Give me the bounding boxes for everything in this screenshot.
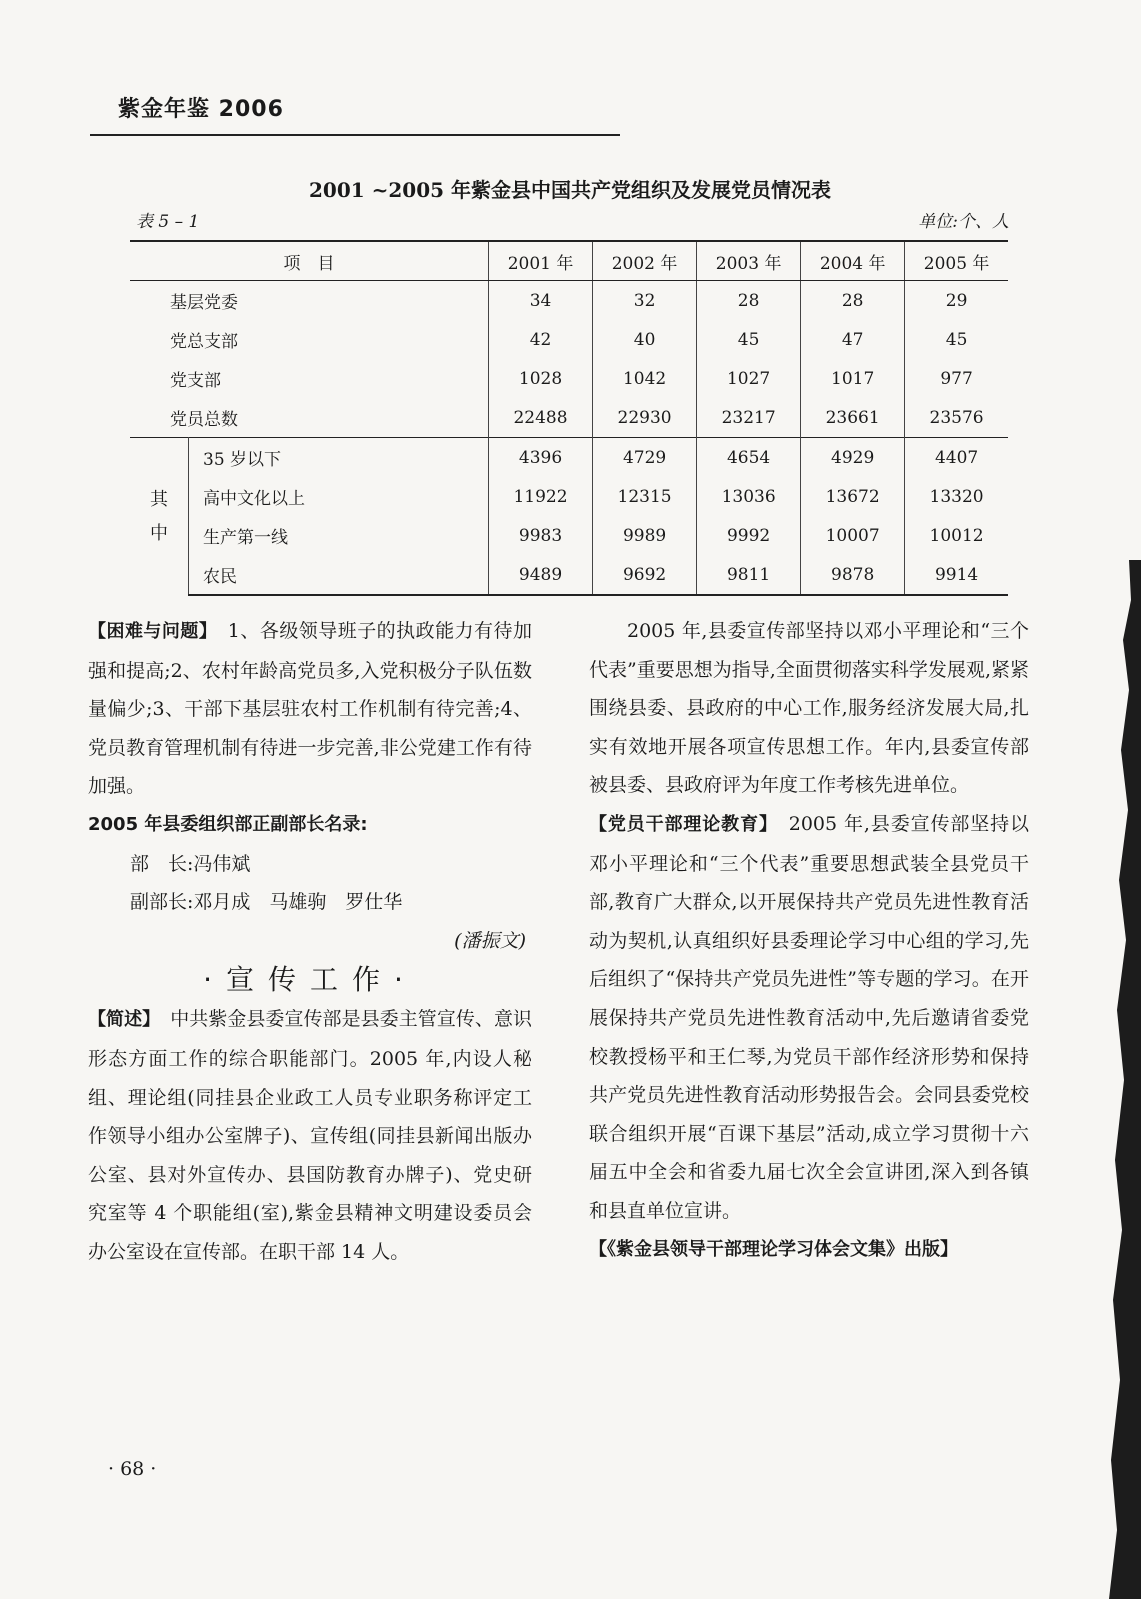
table-cell: 13036 [697, 477, 801, 516]
table-cell: 45 [945, 329, 968, 350]
table-cell: 4407 [905, 438, 1008, 478]
header-rule [90, 134, 620, 136]
running-header: 紫金年鉴 2006 [118, 97, 284, 122]
table-cell: 4929 [801, 438, 905, 478]
table-cell: 4396 [489, 438, 593, 478]
row-label: 农民 [189, 555, 489, 595]
roster-title: 2005 年县委组织部正副部长名录: [88, 813, 368, 835]
table-cell: 9811 [697, 555, 801, 595]
table-cell: 10012 [929, 525, 984, 546]
table-row [130, 398, 1008, 438]
section-title: ·宣传工作· [203, 963, 417, 997]
group-label-text: 其 中 [150, 488, 168, 544]
group-label [130, 438, 189, 596]
party-stats-table [130, 240, 1008, 596]
summary-text: 中共紫金县委宣传部是县委主管宣传、意识形态方面工作的综合职能部门。2005 年,内设人秘组、理论组(同挂县企业政工人员专业职务称评定工作领导小组办公室牌子)、宣传组(同挂县新闻出版办公室、县对外宣传办、县国防教育办牌子)、党史研究室等 4 个职能组(室),紫金县精神文明建设委员会办公室设在宣传部。在职干部 14 人。 [88, 1008, 532, 1263]
summary-paragraph [88, 1000, 532, 1271]
right-column [589, 612, 1029, 1269]
table-cell: 28 [801, 281, 905, 321]
publicity-paragraph: 2005 年,县委宣传部坚持以邓小平理论和“三个代表”重要思想为指导,全面贯彻落实科学发展观,紧紧围绕县委、县政府的中心工作,服务经济发展大局,扎实有效地开展各项宣传思想工作。年内,县委宣传部被县委、县政府评为年度工作考核先进单位。 [589, 620, 1029, 797]
row-label: 高中文化以上 [189, 477, 489, 516]
table-cell: 1042 [593, 359, 697, 398]
column-header: 2002 年 [593, 241, 697, 281]
table-cell: 1017 [801, 359, 905, 398]
column-header: 项 目 [130, 241, 489, 281]
minister-line: 部 长:冯伟斌 [130, 852, 251, 875]
row-label: 党总支部 [130, 320, 489, 359]
table-cell: 1028 [489, 359, 593, 398]
author-credit: (潘振文) [454, 929, 526, 952]
column-header: 2005 年 [905, 241, 1008, 281]
table-row [130, 281, 1008, 321]
anthology-heading: 【《紫金县领导干部理论学习体会文集》出版】 [589, 1238, 958, 1260]
table-cell: 22488 [489, 398, 593, 438]
page-number: · 68 · [108, 1458, 157, 1480]
table-cell: 9692 [593, 555, 697, 595]
table-unit: 单位:个、人 [918, 212, 1009, 232]
table-cell: 11922 [489, 477, 593, 516]
table-cell: 13320 [929, 486, 984, 507]
row-label: 生产第一线 [189, 516, 489, 555]
table-cell: 9489 [489, 555, 593, 595]
table-cell: 29 [945, 290, 968, 311]
table-cell: 9878 [801, 555, 905, 595]
table-cell: 23661 [801, 398, 905, 438]
table-row [130, 516, 1008, 555]
table-cell: 4654 [697, 438, 801, 478]
left-column [88, 612, 532, 1272]
table-cell: 12315 [593, 477, 697, 516]
table-title: 2001 ~2005 年紫金县中国共产党组织及发展党员情况表 [308, 178, 831, 202]
summary-heading: 【简述】 [88, 1009, 152, 1031]
problems-text: 1、各级领导班子的执政能力有待加强和提高;2、农村年龄高党员多,入党积极分子队伍数量偏少;3、干部下基层驻农村工作机制有待完善;4、党员教育管理机制有待进一步完善,非公党建工作有待加强。 [88, 620, 533, 798]
table-cell: 23576 [929, 407, 984, 428]
table-cell: 45 [697, 320, 801, 359]
table-cell: 1027 [697, 359, 801, 398]
row-label: 党员总数 [130, 398, 489, 438]
table-row [130, 477, 1008, 516]
table-cell: 28 [697, 281, 801, 321]
table-cell: 4729 [593, 438, 697, 478]
deputies-line: 副部长:邓月成 马雄驹 罗仕华 [130, 891, 403, 914]
torn-edge-shadow [1071, 560, 1141, 1599]
table-cell: 32 [593, 281, 697, 321]
table-cell: 9989 [593, 516, 697, 555]
table-row [130, 555, 1008, 595]
table-cell: 9983 [489, 516, 593, 555]
theory-heading: 【党员干部理论教育】 [589, 813, 769, 835]
theory-text: 2005 年,县委宣传部坚持以邓小平理论和“三个代表”重要思想武装全县党员干部,教育广大群众,以开展保持共产党员先进性教育活动为契机,认真组织好县委理论学习中心组的学习,先后组织了“保持共产党员先进性”等专题的学习。在开展保持共产党员先进性教育活动中,先后邀请省委党校教授杨平和王仁琴,为党员干部作经济形势和保持共产党员先进性教育活动形势报告会。会同县委党校联合组织开展“百课下基层”活动,成立学习贯彻十六届五中全会和省委九届七次全会宣讲团,深入到各镇和县直单位宣讲。 [589, 812, 1030, 1222]
theory-paragraph [589, 805, 1029, 1231]
column-header: 2001 年 [489, 241, 593, 281]
table-row [130, 320, 1008, 359]
table-row [130, 359, 1008, 398]
table-cell: 13672 [801, 477, 905, 516]
table-cell: 40 [593, 320, 697, 359]
column-header: 2004 年 [801, 241, 905, 281]
column-header: 2003 年 [697, 241, 801, 281]
table-cell: 10007 [801, 516, 905, 555]
table-cell: 23217 [697, 398, 801, 438]
table-cell: 9992 [697, 516, 801, 555]
table-cell: 977 [940, 368, 973, 389]
problems-paragraph [88, 612, 532, 806]
row-label: 基层党委 [130, 281, 489, 321]
table-cell: 42 [489, 320, 593, 359]
table-number: 表 5 – 1 [136, 212, 200, 232]
table-cell: 47 [801, 320, 905, 359]
row-label: 35 岁以下 [189, 438, 489, 478]
table-cell: 9914 [905, 555, 1008, 595]
table-cell: 22930 [593, 398, 697, 438]
problems-heading: 【困难与问题】 [88, 621, 209, 642]
table-row [130, 438, 1008, 478]
table-cell: 34 [489, 281, 593, 321]
row-label: 党支部 [130, 359, 489, 398]
table-header-row [130, 241, 1008, 281]
